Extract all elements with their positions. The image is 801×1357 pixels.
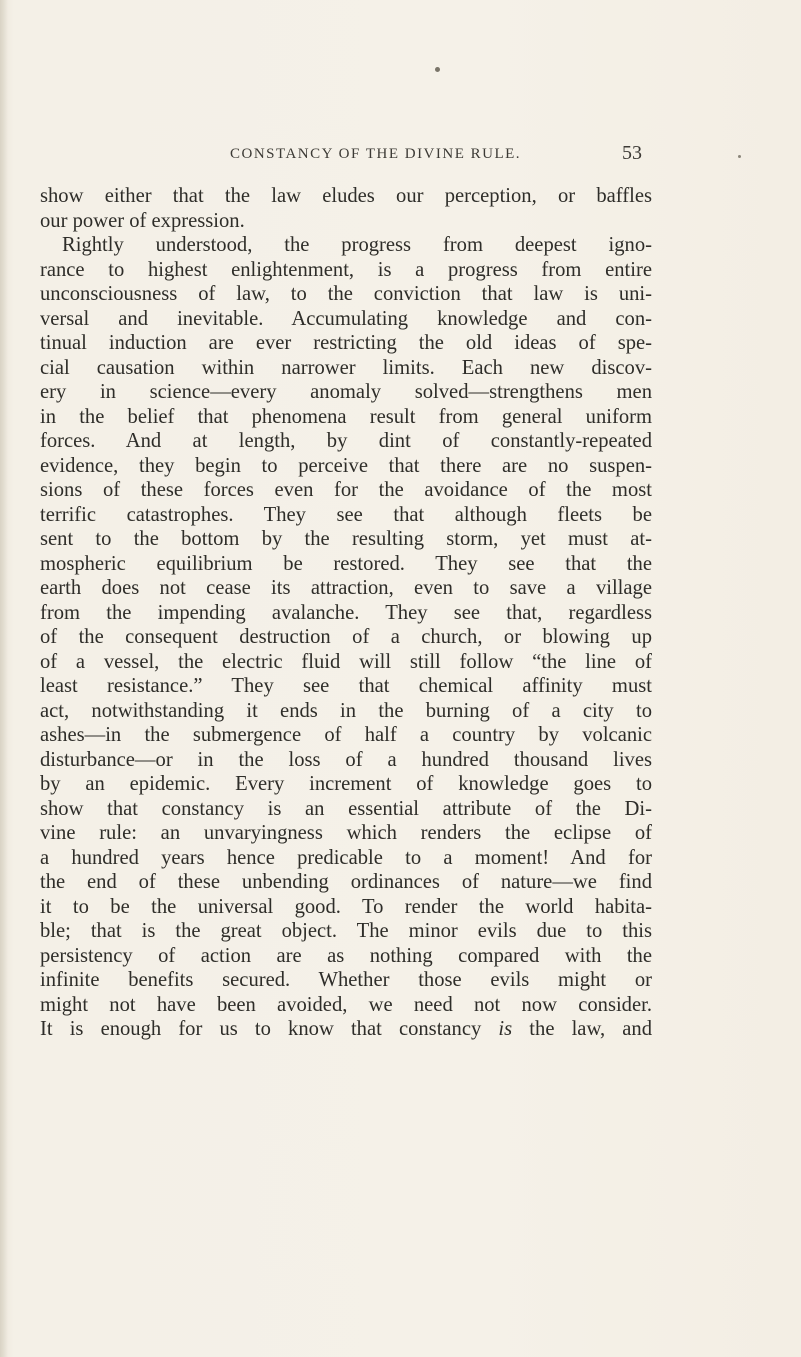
text-line: persistency of action are as nothing compared with the xyxy=(40,944,652,967)
text-line: sent to the bottom by the resulting storm, yet must at- xyxy=(40,528,652,550)
text-line: evidence, they begin to perceive that there are no suspen- xyxy=(40,454,652,477)
text-line: sions of these forces even for the avoidance of the most xyxy=(40,479,652,501)
text-line: infinite benefits secured. Whether those evils might or xyxy=(40,969,652,991)
text-line: tinual induction are ever restricting the old ideas of spe- xyxy=(40,332,652,354)
text-line: our power of expression. xyxy=(40,209,245,232)
text-line: Rightly understood, the progress from deepest igno- xyxy=(62,234,652,256)
text-line: rance to highest enlightenment, is a progress from entire xyxy=(40,258,652,281)
text-line: from the impending avalanche. They see that, regardless xyxy=(40,601,652,624)
running-head: CONSTANCY OF THE DIVINE RULE. xyxy=(230,146,522,162)
text-line: forces. And at length, by dint of constantly-repeated xyxy=(40,430,652,452)
text-line: by an epidemic. Every increment of knowledge goes to xyxy=(40,773,652,795)
text-line: of a vessel, the electric fluid will still follow “the line of xyxy=(40,650,652,673)
page-number: 53 xyxy=(622,142,642,164)
text-line: show either that the law eludes our perception, or baffles xyxy=(40,185,652,207)
final-line-before: It is enough for us to know that constancy xyxy=(40,1018,499,1040)
margin-speck xyxy=(738,155,741,158)
text-line: might not have been avoided, we need not now consider. xyxy=(40,993,652,1016)
final-line-emphasis: is xyxy=(498,1018,513,1040)
final-line-after: the law, and xyxy=(512,1018,652,1040)
text-line: ble; that is the great object. The minor evils due to this xyxy=(40,920,652,942)
text-line: in the belief that phenomena result from general uniform xyxy=(40,405,652,428)
gutter-shadow xyxy=(0,0,8,1357)
text-line: mospheric equilibrium be restored. They see that the xyxy=(40,552,652,575)
text-line: vine rule: an unvaryingness which renders the eclipse of xyxy=(40,822,652,844)
text-line: terrific catastrophes. They see that although fleets be xyxy=(40,503,652,526)
text-line: a hundred years hence predicable to a moment! And for xyxy=(40,846,652,869)
text-line: ery in science—every anomaly solved—strengthens men xyxy=(40,381,652,403)
text-line: earth does not cease its attraction, even to save a village xyxy=(40,577,652,599)
text-line: disturbance—or in the loss of a hundred thousand lives xyxy=(40,748,652,771)
text-line: the end of these unbending ordinances of nature—we find xyxy=(40,871,652,893)
text-line: least resistance.” They see that chemical affinity must xyxy=(40,675,652,697)
text-line: show that constancy is an essential attribute of the Di- xyxy=(40,797,652,820)
text-line-final xyxy=(40,1017,652,1042)
ink-speck xyxy=(435,67,440,72)
text-line: cial causation within narrower limits. Each new discov- xyxy=(40,356,652,379)
body-text xyxy=(40,184,652,1042)
text-line: it to be the universal good. To render the world habita- xyxy=(40,895,652,918)
text-line: unconsciousness of law, to the conviction that law is uni- xyxy=(40,283,652,305)
text-line: of the consequent destruction of a church, or blowing up xyxy=(40,626,652,648)
text-line: versal and inevitable. Accumulating knowledge and con- xyxy=(40,307,652,330)
text-line: act, notwithstanding it ends in the burning of a city to xyxy=(40,699,652,722)
text-line: ashes—in the submergence of half a country by volcanic xyxy=(40,724,652,746)
